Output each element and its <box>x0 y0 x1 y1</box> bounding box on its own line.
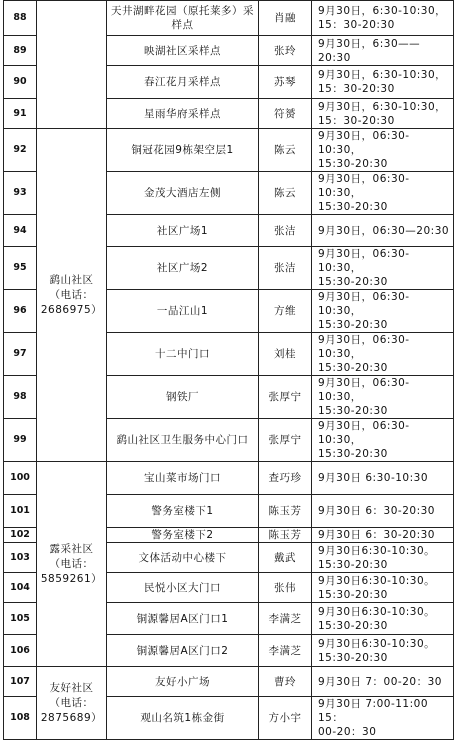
contact-person: 张玲 <box>259 36 312 66</box>
site-name: 鹞山社区卫生服务中心门口 <box>107 419 259 462</box>
site-name: 映湖社区采样点 <box>107 36 259 66</box>
row-number: 104 <box>4 573 37 603</box>
contact-person: 张洁 <box>259 247 312 290</box>
row-number: 96 <box>4 290 37 333</box>
sampling-time-line: 15:30-20:30 <box>318 276 388 288</box>
contact-person: 方维 <box>259 290 312 333</box>
contact-person: 李满芝 <box>259 603 312 635</box>
sampling-time <box>312 495 454 528</box>
site-name: 铜源馨居A区门口2 <box>107 635 259 667</box>
row-number: 94 <box>4 215 37 247</box>
site-name: 警务室楼下2 <box>107 528 259 543</box>
contact-person: 张厚宁 <box>259 419 312 462</box>
sampling-time-line: 9月30日，06:30—20:30 <box>318 224 450 237</box>
row-number: 105 <box>4 603 37 635</box>
contact-person: 陈云 <box>259 172 312 215</box>
community-cell: 鹞山社区（电话：2686975） <box>37 129 107 462</box>
row-number: 93 <box>4 172 37 215</box>
sampling-time-line: 9月30日 6:30-10:30 <box>318 472 429 484</box>
table-row <box>4 1 454 36</box>
sampling-time <box>312 1 454 36</box>
site-name: 金茂大酒店左侧 <box>107 172 259 215</box>
sampling-time <box>312 247 454 290</box>
sampling-time-line: 15：30-20:30 <box>318 83 395 95</box>
sampling-time <box>312 543 454 573</box>
site-name: 春江花月采样点 <box>107 66 259 99</box>
contact-person: 李满芝 <box>259 635 312 667</box>
row-number: 98 <box>4 376 37 419</box>
row-number: 107 <box>4 667 37 697</box>
row-number: 103 <box>4 543 37 573</box>
community-cell: 友好社区（电话：2875689） <box>37 667 107 740</box>
site-name: 铜源馨居A区门口1 <box>107 603 259 635</box>
sampling-time <box>312 36 454 66</box>
sampling-time <box>312 419 454 462</box>
sampling-time-line: 9月30日，6:30-10:30， <box>318 100 447 113</box>
sampling-time-line: 9月30日，6:30-10:30， <box>318 69 447 81</box>
sampling-time-line: 15：30-20:30 <box>318 19 395 31</box>
sampling-time <box>312 333 454 376</box>
row-number: 100 <box>4 462 37 495</box>
contact-person: 张洁 <box>259 215 312 247</box>
site-name: 文体活动中心楼下 <box>107 543 259 573</box>
site-name: 钢铁厂 <box>107 376 259 419</box>
sampling-site-table <box>3 0 454 740</box>
contact-person: 曹玲 <box>259 667 312 697</box>
sampling-time-line: 9月30日6:30-10:30。 <box>318 574 436 587</box>
sampling-time-line: 15:30-20:30 <box>318 201 388 213</box>
sampling-time <box>312 129 454 172</box>
contact-person: 戴武 <box>259 543 312 573</box>
sampling-time-line: 15:30-20:30 <box>318 619 388 632</box>
sampling-time-line: 15:30-20:30 <box>318 158 388 170</box>
table-row <box>4 129 454 172</box>
community-cell: 露采社区（电话：5859261） <box>37 462 107 667</box>
sampling-time-line: 9月30日6:30-10:30。 <box>318 605 436 618</box>
contact-person: 张伟 <box>259 573 312 603</box>
sampling-time <box>312 290 454 333</box>
row-number: 97 <box>4 333 37 376</box>
sampling-time-line: 9月30日6:30-10:30。 <box>318 637 436 650</box>
row-number: 88 <box>4 1 37 36</box>
row-number: 91 <box>4 99 37 129</box>
sampling-time-line: 15:30-20:30 <box>318 405 388 417</box>
sampling-time-line: 9月30日，06:30-10:30， <box>318 420 410 446</box>
sampling-time-line: 15:30-20:30 <box>318 362 388 374</box>
site-name: 星雨华府采样点 <box>107 99 259 129</box>
sampling-time <box>312 215 454 247</box>
row-number: 89 <box>4 36 37 66</box>
sampling-time-line: 9月30日，06:30-10:30， <box>318 130 410 156</box>
row-number: 102 <box>4 528 37 543</box>
table-body <box>4 1 454 740</box>
contact-person: 肖融 <box>259 1 312 36</box>
sampling-time <box>312 573 454 603</box>
contact-person: 张厚宁 <box>259 376 312 419</box>
sampling-time-line: 9月30日，06:30-10:30， <box>318 173 410 199</box>
sampling-time-line: 9月30日 6：30-20:30 <box>318 505 435 517</box>
row-number: 92 <box>4 129 37 172</box>
row-number: 108 <box>4 697 37 740</box>
sampling-time-line: 9月30日，06:30-10:30， <box>318 291 410 317</box>
sampling-time <box>312 66 454 99</box>
site-name: 一品江山1 <box>107 290 259 333</box>
sampling-time <box>312 376 454 419</box>
sampling-time-line: 15:30-20:30 <box>318 448 388 460</box>
table-row <box>4 667 454 697</box>
site-name: 铜冠花园9栋架空层1 <box>107 129 259 172</box>
sampling-time-line: 15：30-20:30 <box>318 114 395 127</box>
sampling-time <box>312 635 454 667</box>
sampling-time-line: 00-20：30 <box>318 726 377 738</box>
row-number: 90 <box>4 66 37 99</box>
row-number: 101 <box>4 495 37 528</box>
site-name: 社区广场2 <box>107 247 259 290</box>
sampling-time-line: 9月30日，6:30——20:30 <box>318 37 421 64</box>
site-table-container <box>3 0 453 740</box>
sampling-time-line: 15:30-20:30 <box>318 319 388 331</box>
sampling-time-line: 9月30日，06:30-10:30， <box>318 334 410 360</box>
sampling-time <box>312 697 454 740</box>
sampling-time-line: 9月30日 7：00-20：30 <box>318 675 442 688</box>
sampling-time <box>312 528 454 543</box>
sampling-time <box>312 667 454 697</box>
site-name: 社区广场1 <box>107 215 259 247</box>
site-name: 观山名筑1栋金街 <box>107 697 259 740</box>
sampling-time-line: 15:30-20:30 <box>318 651 388 664</box>
contact-person: 方小宇 <box>259 697 312 740</box>
row-number: 95 <box>4 247 37 290</box>
contact-person: 陈玉芳 <box>259 495 312 528</box>
site-name: 宝山菜市场门口 <box>107 462 259 495</box>
contact-person: 陈玉芳 <box>259 528 312 543</box>
table-row <box>4 462 454 495</box>
sampling-time-line: 15:30-20:30 <box>318 588 388 601</box>
contact-person: 苏琴 <box>259 66 312 99</box>
sampling-time-line: 9月30日 7:00-11:00 15： <box>318 698 429 724</box>
sampling-time-line: 9月30日6:30-10:30。 <box>318 544 436 557</box>
contact-person: 陈云 <box>259 129 312 172</box>
site-name: 友好小广场 <box>107 667 259 697</box>
site-name: 十二中门口 <box>107 333 259 376</box>
sampling-time-line: 9月30日，06:30-10:30， <box>318 248 410 274</box>
sampling-time <box>312 603 454 635</box>
contact-person: 符赟 <box>259 99 312 129</box>
contact-person: 刘桂 <box>259 333 312 376</box>
contact-person: 查巧珍 <box>259 462 312 495</box>
site-name: 警务室楼下1 <box>107 495 259 528</box>
community-cell <box>37 1 107 129</box>
sampling-time <box>312 172 454 215</box>
sampling-time <box>312 462 454 495</box>
sampling-time-line: 15:30-20:30 <box>318 558 388 571</box>
row-number: 99 <box>4 419 37 462</box>
sampling-time-line: 9月30日 6：30-20:30 <box>318 529 435 541</box>
row-number: 106 <box>4 635 37 667</box>
sampling-time <box>312 99 454 129</box>
sampling-time-line: 9月30日，6:30-10:30， <box>318 5 447 17</box>
site-name: 天井湖畔花园（原托莱多）采样点 <box>107 1 259 36</box>
site-name: 民悦小区大门口 <box>107 573 259 603</box>
sampling-time-line: 9月30日，06:30-10:30， <box>318 377 410 403</box>
